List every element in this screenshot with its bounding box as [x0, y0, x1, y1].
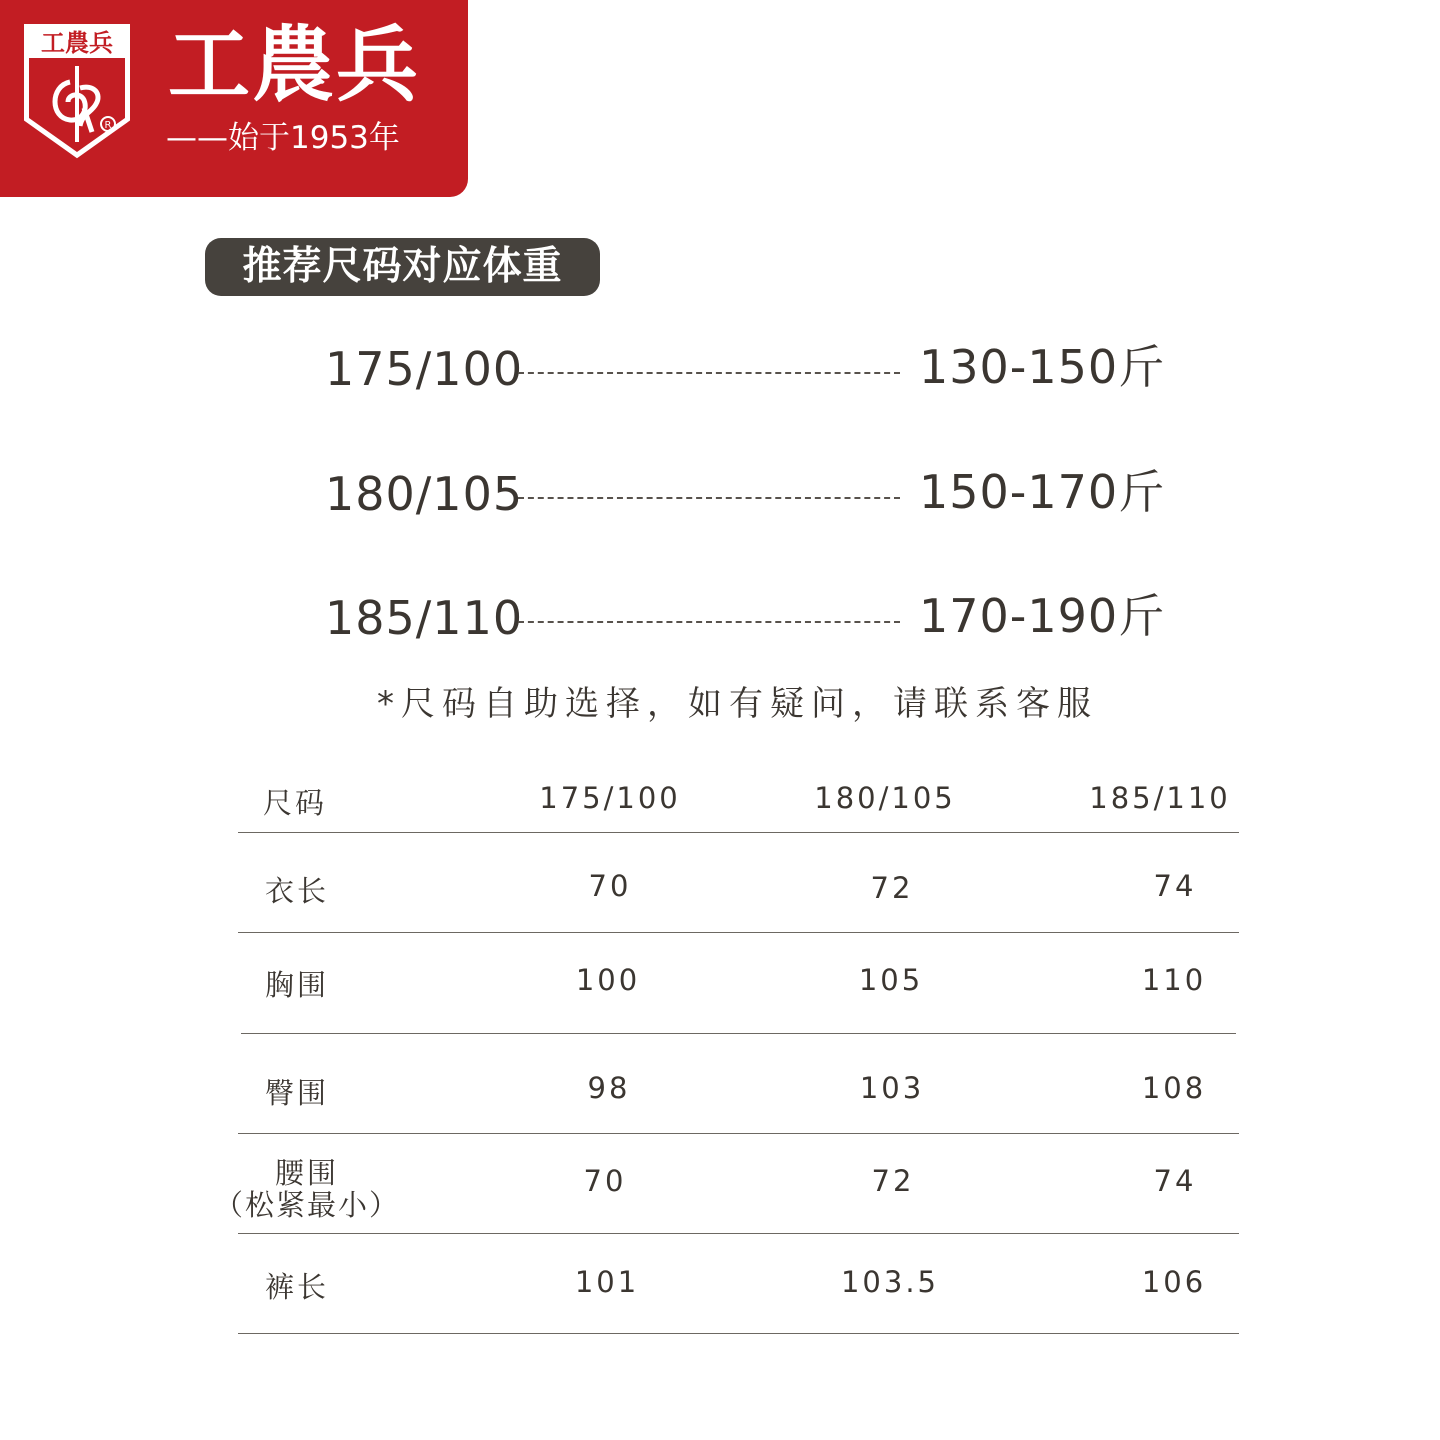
table-cell: 98	[587, 1071, 631, 1105]
svg-text:R: R	[104, 120, 112, 131]
table-divider	[238, 1333, 1239, 1334]
table-row-label: 胸围	[265, 968, 330, 1002]
table-header-cell: 175/100	[539, 781, 681, 815]
table-cell: 103.5	[840, 1265, 940, 1299]
brand-shield-logo	[22, 22, 132, 160]
recommendation-row	[325, 588, 1166, 648]
table-divider	[238, 1133, 1239, 1134]
table-header-cell: 180/105	[814, 781, 956, 815]
recommendation-weight: 170-190斤	[919, 589, 1166, 643]
table-divider	[241, 1033, 1236, 1034]
table-cell: 100	[575, 963, 641, 997]
brand-tagline: ——始于1953年	[166, 120, 400, 156]
recommendation-row	[325, 464, 1166, 524]
table-cell: 106	[1141, 1265, 1207, 1299]
recommendation-weight: 150-170斤	[919, 465, 1166, 519]
table-header-cell: 185/110	[1089, 781, 1231, 815]
table-cell: 70	[588, 869, 632, 903]
size-help-note: *尺码自助选择，如有疑问，请联系客服	[377, 684, 1098, 724]
brand-name: 工農兵	[168, 18, 421, 113]
dashed-leader	[518, 621, 900, 623]
table-header-cell: 尺码	[263, 786, 328, 820]
table-row-label: 臀围	[265, 1076, 330, 1110]
table-divider	[238, 932, 1239, 933]
recommendation-size: 180/105	[325, 467, 524, 521]
table-cell: 108	[1141, 1071, 1207, 1105]
table-cell: 103	[859, 1071, 925, 1105]
table-cell: 105	[858, 963, 924, 997]
table-cell: 72	[871, 1164, 915, 1198]
table-row-label: 衣长	[265, 874, 330, 908]
recommendation-weight: 130-150斤	[919, 340, 1166, 394]
section-title: 推荐尺码对应体重	[205, 238, 600, 296]
recommendation-size: 185/110	[325, 591, 524, 645]
recommendation-size: 175/100	[325, 342, 524, 396]
table-cell: 70	[583, 1164, 627, 1198]
brand-header	[0, 0, 468, 197]
table-cell: 110	[1141, 963, 1207, 997]
table-divider	[238, 1233, 1239, 1234]
table-row-label: 裤长	[265, 1270, 330, 1304]
table-cell: 74	[1153, 1164, 1197, 1198]
dashed-leader	[518, 372, 900, 374]
table-cell: 74	[1153, 869, 1197, 903]
svg-text:工農兵: 工農兵	[41, 29, 113, 57]
table-cell: 101	[574, 1265, 640, 1299]
table-row-label: 腰围	[275, 1156, 340, 1190]
recommendation-row	[325, 339, 1166, 399]
table-row-sublabel: （松紧最小）	[214, 1188, 401, 1222]
table-cell: 72	[870, 871, 914, 905]
table-divider	[238, 832, 1239, 833]
dashed-leader	[518, 497, 900, 499]
